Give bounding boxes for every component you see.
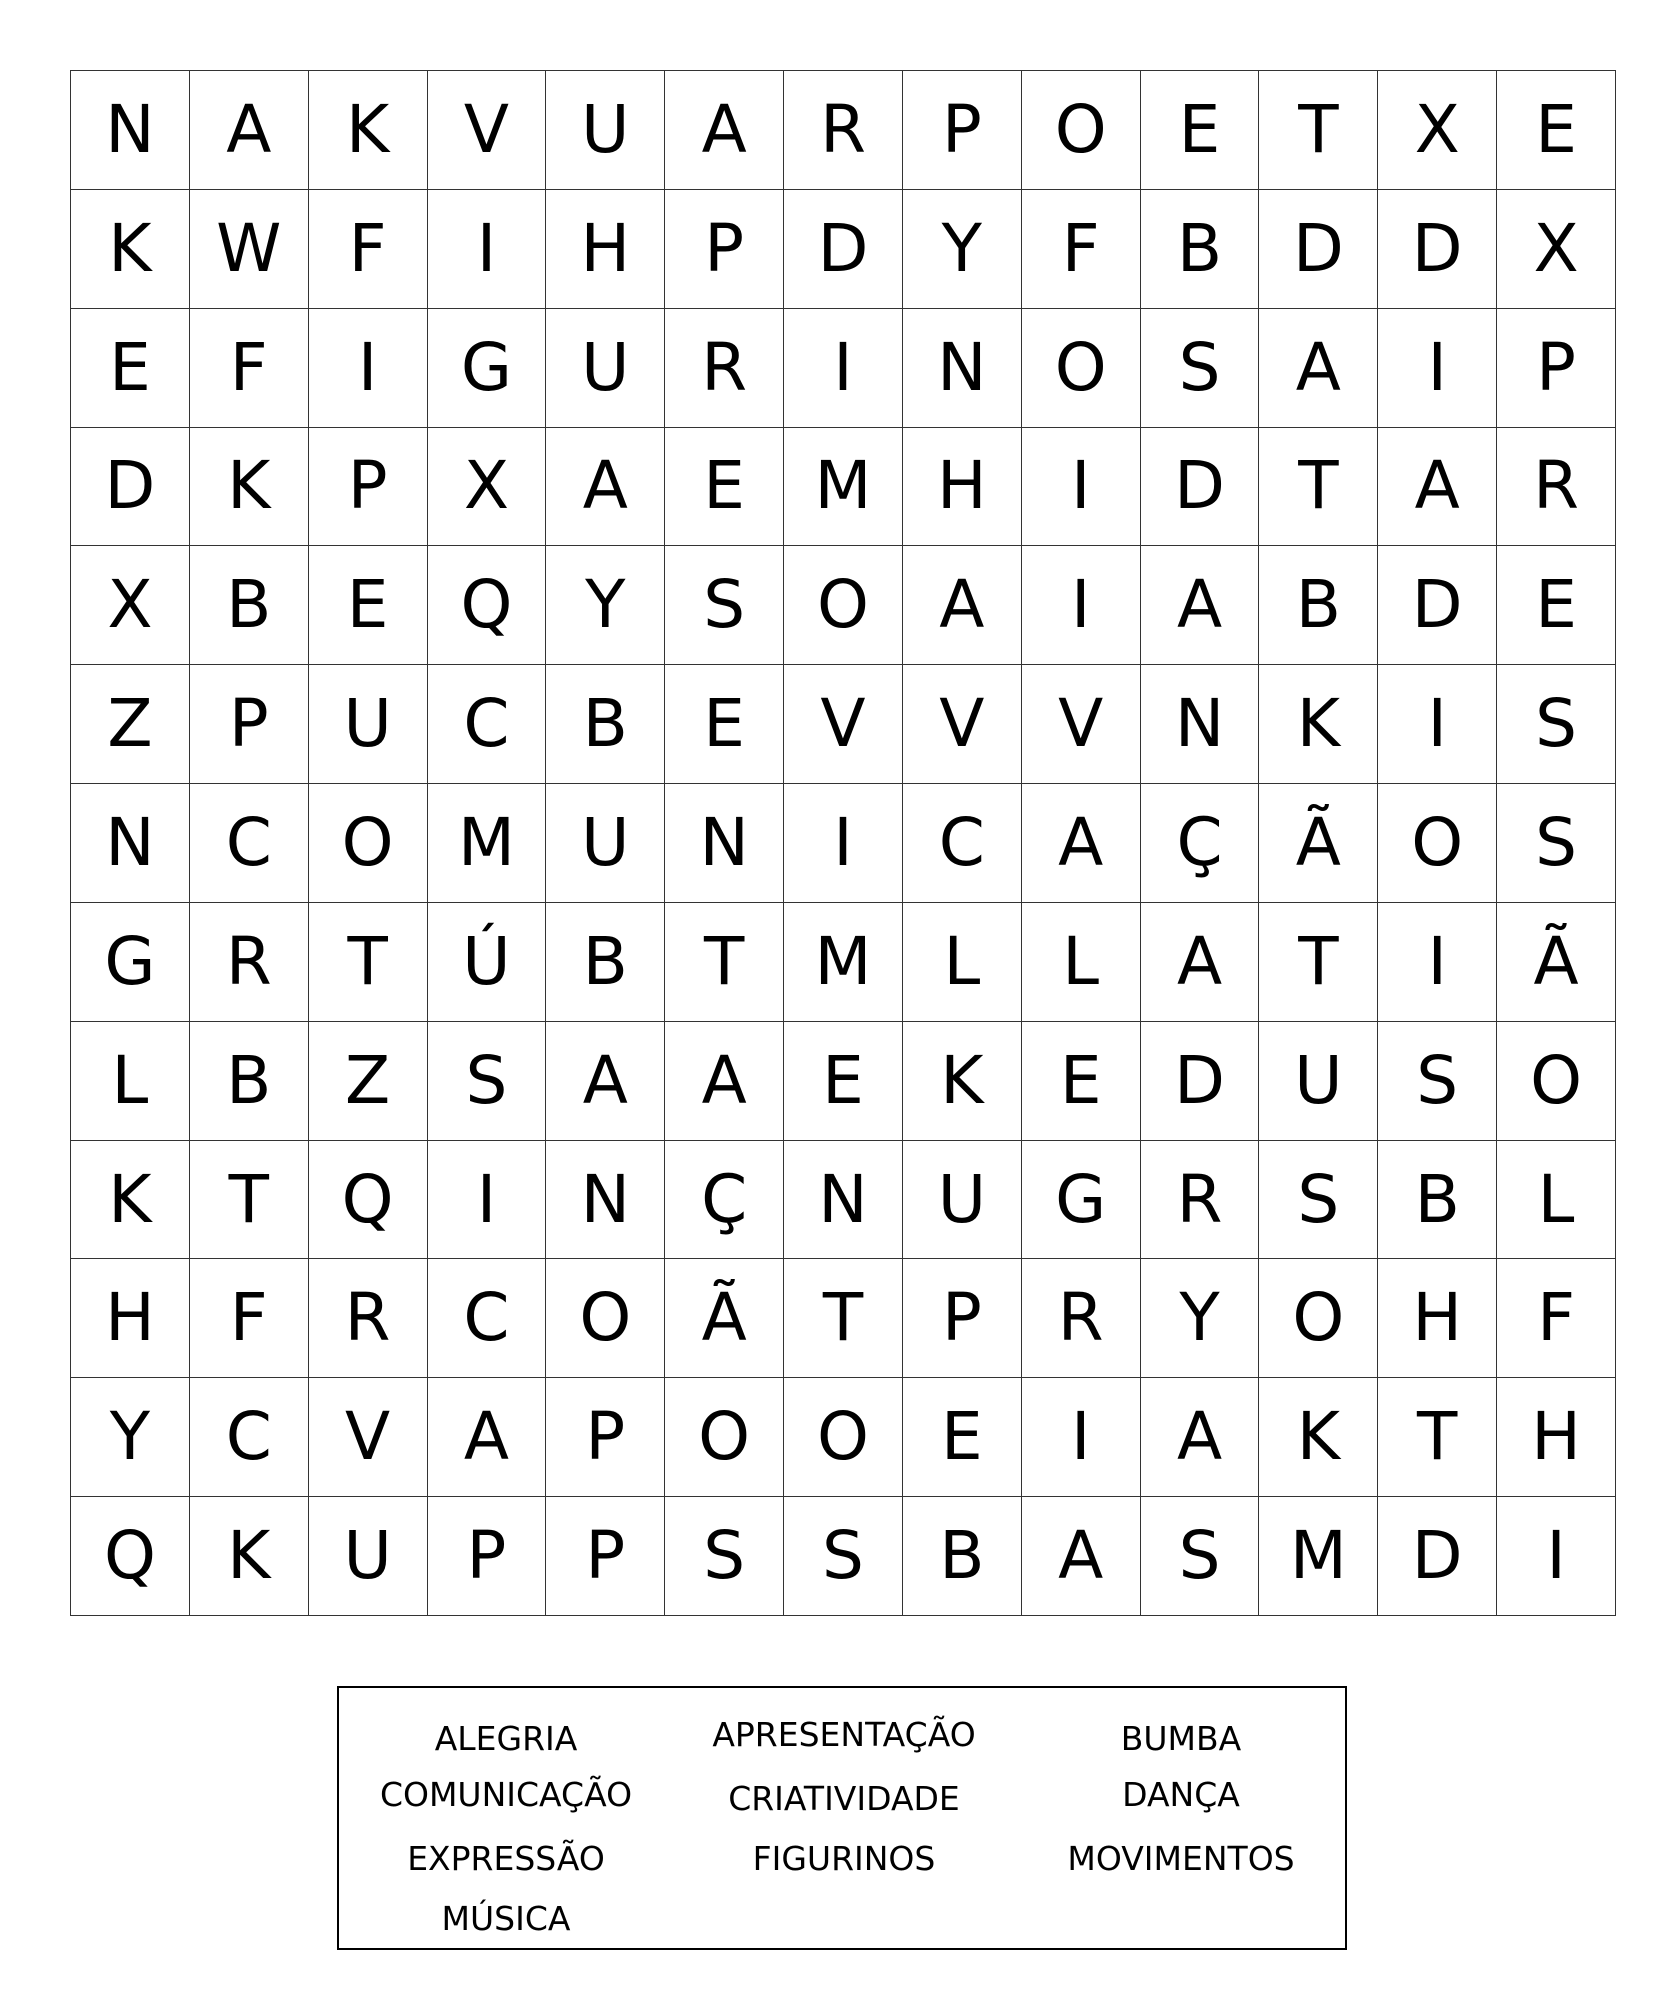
grid-cell[interactable]: U (546, 71, 665, 190)
grid-cell[interactable]: C (190, 784, 309, 903)
grid-cell[interactable]: Q (428, 546, 547, 665)
grid-cell[interactable]: Ã (1497, 903, 1616, 1022)
grid-cell[interactable]: H (903, 428, 1022, 547)
grid-cell[interactable]: A (1378, 428, 1497, 547)
grid-cell[interactable]: P (665, 190, 784, 309)
grid-cell[interactable]: X (1378, 71, 1497, 190)
grid-cell[interactable]: S (1378, 1022, 1497, 1141)
word-movimentos: MOVIMENTOS (1067, 1839, 1295, 1878)
grid-cell[interactable]: S (1141, 309, 1260, 428)
grid-cell[interactable]: I (784, 309, 903, 428)
grid-cell[interactable]: A (546, 428, 665, 547)
grid-cell[interactable]: Y (546, 546, 665, 665)
grid-cell[interactable]: X (1497, 190, 1616, 309)
grid-cell[interactable]: B (190, 546, 309, 665)
grid-cell[interactable]: F (190, 1259, 309, 1378)
grid-cell[interactable]: R (1141, 1141, 1260, 1260)
grid-cell[interactable]: A (903, 546, 1022, 665)
grid-cell[interactable]: M (784, 903, 903, 1022)
grid-cell[interactable]: C (428, 665, 547, 784)
grid-cell[interactable]: W (190, 190, 309, 309)
grid-cell[interactable]: K (1259, 1378, 1378, 1497)
grid-cell[interactable]: G (428, 309, 547, 428)
grid-cell[interactable]: S (1497, 784, 1616, 903)
grid-cell[interactable]: A (1259, 309, 1378, 428)
grid-cell[interactable]: V (903, 665, 1022, 784)
grid-cell[interactable]: K (71, 1141, 190, 1260)
grid-cell[interactable]: T (190, 1141, 309, 1260)
grid-cell[interactable]: R (190, 903, 309, 1022)
grid-cell[interactable]: T (1259, 903, 1378, 1022)
grid-cell[interactable]: E (1497, 71, 1616, 190)
grid-cell[interactable]: G (1022, 1141, 1141, 1260)
grid-cell[interactable]: E (784, 1022, 903, 1141)
grid-cell[interactable]: A (190, 71, 309, 190)
grid-cell[interactable]: E (903, 1378, 1022, 1497)
grid-cell[interactable]: U (309, 665, 428, 784)
word-criatividade: CRIATIVIDADE (728, 1779, 960, 1818)
grid-cell[interactable]: P (546, 1497, 665, 1616)
grid-cell[interactable]: D (1141, 428, 1260, 547)
word-figurinos: FIGURINOS (752, 1839, 936, 1878)
grid-cell[interactable]: A (665, 1022, 784, 1141)
grid-cell[interactable]: K (190, 1497, 309, 1616)
grid-cell[interactable]: N (1141, 665, 1260, 784)
grid-cell[interactable]: Y (903, 190, 1022, 309)
grid-cell[interactable]: M (784, 428, 903, 547)
grid-cell[interactable]: O (309, 784, 428, 903)
grid-cell[interactable]: T (1259, 71, 1378, 190)
grid-cell[interactable]: D (784, 190, 903, 309)
grid-cell[interactable]: M (428, 784, 547, 903)
grid-cell[interactable]: S (1497, 665, 1616, 784)
grid-cell[interactable]: S (784, 1497, 903, 1616)
grid-cell[interactable]: T (1378, 1378, 1497, 1497)
grid-cell[interactable]: A (1141, 903, 1260, 1022)
grid-cell[interactable]: A (665, 71, 784, 190)
grid-cell[interactable]: B (546, 903, 665, 1022)
grid-cell[interactable]: U (309, 1497, 428, 1616)
grid-cell[interactable]: D (1378, 546, 1497, 665)
grid-cell[interactable]: F (1022, 190, 1141, 309)
grid-cell[interactable]: E (1497, 546, 1616, 665)
grid-cell[interactable]: B (1141, 190, 1260, 309)
grid-cell[interactable]: L (1022, 903, 1141, 1022)
grid-cell[interactable]: Ã (665, 1259, 784, 1378)
grid-cell[interactable]: C (903, 784, 1022, 903)
word-apresentacao: APRESENTAÇÃO (712, 1715, 976, 1754)
grid-cell[interactable]: O (1378, 784, 1497, 903)
grid-cell[interactable]: E (1141, 71, 1260, 190)
grid-cell[interactable]: D (1378, 190, 1497, 309)
grid-cell[interactable]: P (903, 1259, 1022, 1378)
grid-cell[interactable]: U (1259, 1022, 1378, 1141)
grid-cell[interactable]: Y (71, 1378, 190, 1497)
grid-cell[interactable]: N (71, 71, 190, 190)
grid-cell[interactable]: S (1259, 1141, 1378, 1260)
grid-cell[interactable]: H (546, 190, 665, 309)
grid-cell[interactable]: F (1497, 1259, 1616, 1378)
word-alegria: ALEGRIA (434, 1719, 578, 1758)
grid-cell[interactable]: Z (309, 1022, 428, 1141)
grid-cell[interactable]: S (1141, 1497, 1260, 1616)
grid-cell[interactable]: A (1141, 546, 1260, 665)
grid-cell[interactable]: L (1497, 1141, 1616, 1260)
grid-cell[interactable]: D (71, 428, 190, 547)
grid-cell[interactable]: O (1259, 1259, 1378, 1378)
grid-cell[interactable]: E (665, 665, 784, 784)
grid-cell[interactable]: S (428, 1022, 547, 1141)
grid-cell[interactable]: D (1259, 190, 1378, 309)
grid-cell[interactable]: Ú (428, 903, 547, 1022)
grid-cell[interactable]: O (1022, 71, 1141, 190)
grid-cell[interactable]: V (1022, 665, 1141, 784)
grid-cell[interactable]: Y (1141, 1259, 1260, 1378)
grid-cell[interactable]: L (903, 903, 1022, 1022)
grid-cell[interactable]: I (1022, 546, 1141, 665)
grid-cell[interactable]: Q (309, 1141, 428, 1260)
grid-cell[interactable]: A (546, 1022, 665, 1141)
grid-cell[interactable]: D (1141, 1022, 1260, 1141)
grid-cell[interactable]: P (546, 1378, 665, 1497)
grid-cell[interactable]: E (309, 546, 428, 665)
grid-cell[interactable]: R (665, 309, 784, 428)
grid-cell[interactable]: N (665, 784, 784, 903)
grid-cell[interactable]: Q (71, 1497, 190, 1616)
grid-cell[interactable]: Z (71, 665, 190, 784)
grid-cell[interactable]: A (1141, 1378, 1260, 1497)
grid-cell[interactable]: L (71, 1022, 190, 1141)
grid-cell[interactable]: K (190, 428, 309, 547)
grid-cell[interactable]: A (1022, 1497, 1141, 1616)
grid-cell[interactable]: O (1022, 309, 1141, 428)
grid-cell[interactable]: N (784, 1141, 903, 1260)
grid-cell[interactable]: T (665, 903, 784, 1022)
grid-cell[interactable]: F (309, 190, 428, 309)
grid-cell[interactable]: C (428, 1259, 547, 1378)
grid-cell[interactable]: S (665, 1497, 784, 1616)
grid-cell[interactable]: P (903, 71, 1022, 190)
grid-cell[interactable]: Ã (1259, 784, 1378, 903)
grid-cell[interactable]: I (784, 784, 903, 903)
word-expressao: EXPRESSÃO (407, 1839, 605, 1878)
grid-cell[interactable]: I (309, 309, 428, 428)
grid-cell[interactable]: P (190, 665, 309, 784)
grid-cell[interactable]: O (784, 1378, 903, 1497)
grid-cell[interactable]: B (903, 1497, 1022, 1616)
grid-cell[interactable]: M (1259, 1497, 1378, 1616)
grid-cell[interactable]: Ç (665, 1141, 784, 1260)
grid-cell[interactable]: X (428, 428, 547, 547)
grid-cell[interactable]: V (428, 71, 547, 190)
grid-cell[interactable]: I (1378, 665, 1497, 784)
grid-cell[interactable]: Ç (1141, 784, 1260, 903)
grid-cell[interactable]: I (1022, 1378, 1141, 1497)
grid-cell[interactable]: T (784, 1259, 903, 1378)
grid-cell[interactable]: G (71, 903, 190, 1022)
grid-cell[interactable]: E (1022, 1022, 1141, 1141)
grid-cell[interactable]: O (1497, 1022, 1616, 1141)
grid-cell[interactable]: T (1259, 428, 1378, 547)
grid-cell[interactable]: X (71, 546, 190, 665)
grid-cell[interactable]: U (546, 784, 665, 903)
grid-cell[interactable]: F (190, 309, 309, 428)
grid-cell[interactable]: H (1378, 1259, 1497, 1378)
word-danca: DANÇA (1122, 1775, 1240, 1814)
grid-cell[interactable]: S (665, 546, 784, 665)
word-musica: MÚSICA (441, 1899, 571, 1938)
grid-cell[interactable]: E (71, 309, 190, 428)
grid-cell[interactable]: K (71, 190, 190, 309)
grid-cell[interactable]: B (546, 665, 665, 784)
grid-cell[interactable]: V (309, 1378, 428, 1497)
grid-cell[interactable]: C (190, 1378, 309, 1497)
grid-cell[interactable]: I (1022, 428, 1141, 547)
grid-cell[interactable]: D (1378, 1497, 1497, 1616)
grid-cell[interactable]: I (1378, 309, 1497, 428)
grid-cell[interactable]: K (309, 71, 428, 190)
grid-cell[interactable]: U (903, 1141, 1022, 1260)
grid-cell[interactable]: I (428, 190, 547, 309)
grid-cell[interactable]: E (665, 428, 784, 547)
grid-cell[interactable]: B (190, 1022, 309, 1141)
grid-cell[interactable]: U (546, 309, 665, 428)
grid-cell[interactable]: T (309, 903, 428, 1022)
grid-cell[interactable]: I (1378, 903, 1497, 1022)
grid-cell[interactable]: P (309, 428, 428, 547)
grid-cell[interactable]: O (784, 546, 903, 665)
grid-cell[interactable]: K (903, 1022, 1022, 1141)
grid-cell[interactable]: R (1022, 1259, 1141, 1378)
grid-cell[interactable]: O (665, 1378, 784, 1497)
word-comunicacao: COMUNICAÇÃO (379, 1775, 633, 1814)
grid-cell[interactable]: P (1497, 309, 1616, 428)
word-bumba: BUMBA (1120, 1719, 1242, 1758)
grid-cell[interactable]: B (1259, 546, 1378, 665)
grid-cell[interactable]: V (784, 665, 903, 784)
grid-cell[interactable]: K (1259, 665, 1378, 784)
grid-cell[interactable]: N (903, 309, 1022, 428)
grid-cell[interactable]: N (71, 784, 190, 903)
grid-cell[interactable]: I (428, 1141, 547, 1260)
grid-cell[interactable]: A (1022, 784, 1141, 903)
grid-cell[interactable]: H (1497, 1378, 1616, 1497)
grid-cell[interactable]: R (784, 71, 903, 190)
word-bank (337, 1686, 1347, 1950)
grid-cell[interactable]: R (1497, 428, 1616, 547)
grid-cell[interactable]: A (428, 1378, 547, 1497)
grid-cell[interactable]: O (546, 1259, 665, 1378)
letter-grid (70, 70, 1616, 1616)
grid-cell[interactable]: R (309, 1259, 428, 1378)
grid-cell[interactable]: N (546, 1141, 665, 1260)
grid-cell[interactable]: P (428, 1497, 547, 1616)
grid-cell[interactable]: I (1497, 1497, 1616, 1616)
grid-cell[interactable]: H (71, 1259, 190, 1378)
grid-cell[interactable]: B (1378, 1141, 1497, 1260)
